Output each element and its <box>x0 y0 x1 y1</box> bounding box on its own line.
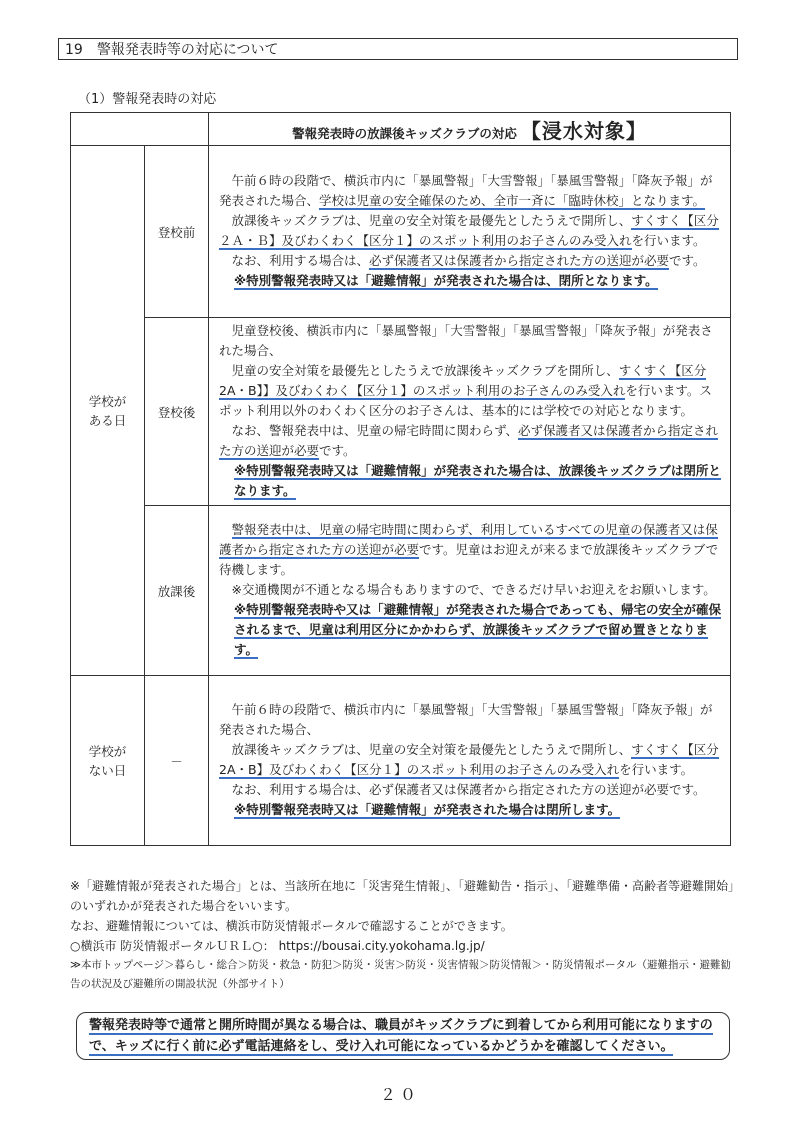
table-header-row <box>71 113 731 146</box>
sub-heading: （1）警報発表時の対応 <box>78 92 217 107</box>
time-no-school: － <box>145 676 209 846</box>
warning-text: ※特別警報発表時や又は「避難情報」が発表された場合であっても、帰宅の安全が確保されるまで、児童は利用区分にかかわらず、放課後キッズクラブで留め置きとなります。 <box>234 602 722 657</box>
policy-before-school: 午前６時の段階で、横浜市内に「暴風警報」「大雪警報」「暴風雪警報」「降灰予報」が発表された場合、学校は児童の安全確保のため、全市一斉に「臨時休校」となります。 放課後キッズクラブは、児童の安全対策を最優先としたうえで開所し、すくすく【区分２Ａ・Ｂ】及びわくわく【区分１】のスポット利用のお子さんのみ受入れを行います。 なお、利用する場合は、必ず保護者又は保護者から指定された方の送迎が必要です。 ※特別警報発表時又は「避難情報」が発表された場合は、閉所となります。 <box>209 146 731 318</box>
condition-school-day: 学校が ある日 <box>71 146 145 676</box>
policy-table <box>70 112 731 846</box>
table-row <box>71 506 731 676</box>
warning-text: ※特別警報発表時又は「避難情報」が発表された場合は、放課後キッズクラブは閉所となります。 <box>234 463 721 498</box>
note-portal-url[interactable]: ○横浜市 防災情報ポータルＵＲＬ○： https://bousai.city.yokohama.lg.jp/ <box>70 939 485 953</box>
time-after-school: 放課後 <box>145 506 209 676</box>
notes <box>70 876 740 994</box>
condition-no-school: 学校が ない日 <box>71 676 145 846</box>
table-row <box>71 676 731 846</box>
table-header-cell <box>209 113 731 146</box>
warning-text: ※特別警報発表時又は「避難情報」が発表された場合は閉所します。 <box>234 802 621 817</box>
notice-text: 警報発表時等で通常と開所時間が異なる場合は、職員がキッズクラブに到着してから利用可能になりますので、キッズに行く前に必ず電話連絡をし、受け入れ可能になっているかどうかを確認してください。 <box>89 1018 713 1054</box>
section-title: 警報発表時等の対応について <box>96 42 279 58</box>
note-evacuation-definition: ※「避難情報が発表された場合」とは、当該所在地に「災害発生情報」、「避難勧告・指示」、「避難準備・高齢者等避難開始」のいずれかが発表された場合をいいます。 <box>70 879 735 913</box>
table-row <box>71 318 731 506</box>
time-before-school: 登校前 <box>145 146 209 318</box>
notice-box <box>76 1012 730 1060</box>
warning-text: ※特別警報発表時又は「避難情報」が発表された場合は、閉所となります。 <box>234 273 658 288</box>
table-row <box>71 146 731 318</box>
page-number: ２０ <box>379 1085 420 1104</box>
policy-no-school: 午前６時の段階で、横浜市内に「暴風警報」「大雪警報」「暴風雪警報」「降灰予報」が発表された場合、 放課後キッズクラブは、児童の安全対策を最優先としたうえで開所し、すくすく【区分2A・B】及びわくわく【区分１】のスポット利用のお子さんのみ受入れを行います。 なお、利用する場合は、必ず保護者又は保護者から指定された方の送迎が必要です。 ※特別警報発表時又は「避難情報」が発表された場合は閉所します。 <box>209 676 731 846</box>
section-number: 19 <box>65 42 83 58</box>
header-prefix: 警報発表時の放課後キッズクラブの対応 <box>292 125 517 141</box>
time-after-arrival: 登校後 <box>145 318 209 506</box>
section-header <box>58 38 738 60</box>
policy-after-arrival: 児童登校後、横浜市内に「暴風警報」「大雪警報」「暴風雪警報」「降灰予報」が発表された場合、 児童の安全対策を最優先としたうえで放課後キッズクラブを開所し、すくすく【区分2A・B】】及びわくわく【区分１】のスポット利用のお子さんのみ受入れを行います。スポット利用以外のわくわく区分のお子さんは、基本的には学校での対応となります。 なお、警報発表中は、児童の帰宅時間に関わらず、必ず保護者又は保護者から指定された方の送迎が必要です。 ※特別警報発表時又は「避難情報」が発表された場合は、放課後キッズクラブは閉所となります。 <box>209 318 731 506</box>
note-portal-path: ≫本市トップページ＞暮らし・総合＞防災・救急・防犯＞防災・災害＞防災・災害情報＞防災情報＞・防災情報ポータル（避難指示・避難勧告の状況及び避難所の開設状況（外部サイト） <box>70 959 732 990</box>
header-target: 【浸水対象】 <box>520 118 647 143</box>
header-empty-cell <box>71 113 209 146</box>
note-portal: なお、避難情報については、横浜市防災情報ポータルで確認することができます。 <box>70 919 513 933</box>
policy-after-school: 警報発表中は、児童の帰宅時間に関わらず、利用しているすべての児童の保護者又は保護者から指定された方の送迎が必要です。児童はお迎えが来るまで放課後キッズクラブで待機します。 ※交通機関が不通となる場合もありますので、できるだけ早いお迎えをお願いします。 ※特別警報発表時や又は「避難情報」が発表された場合であっても、帰宅の安全が確保されるまで、児童は利用区分にかかわらず、放課後キッズクラブで留め置きとなります。 <box>209 506 731 676</box>
